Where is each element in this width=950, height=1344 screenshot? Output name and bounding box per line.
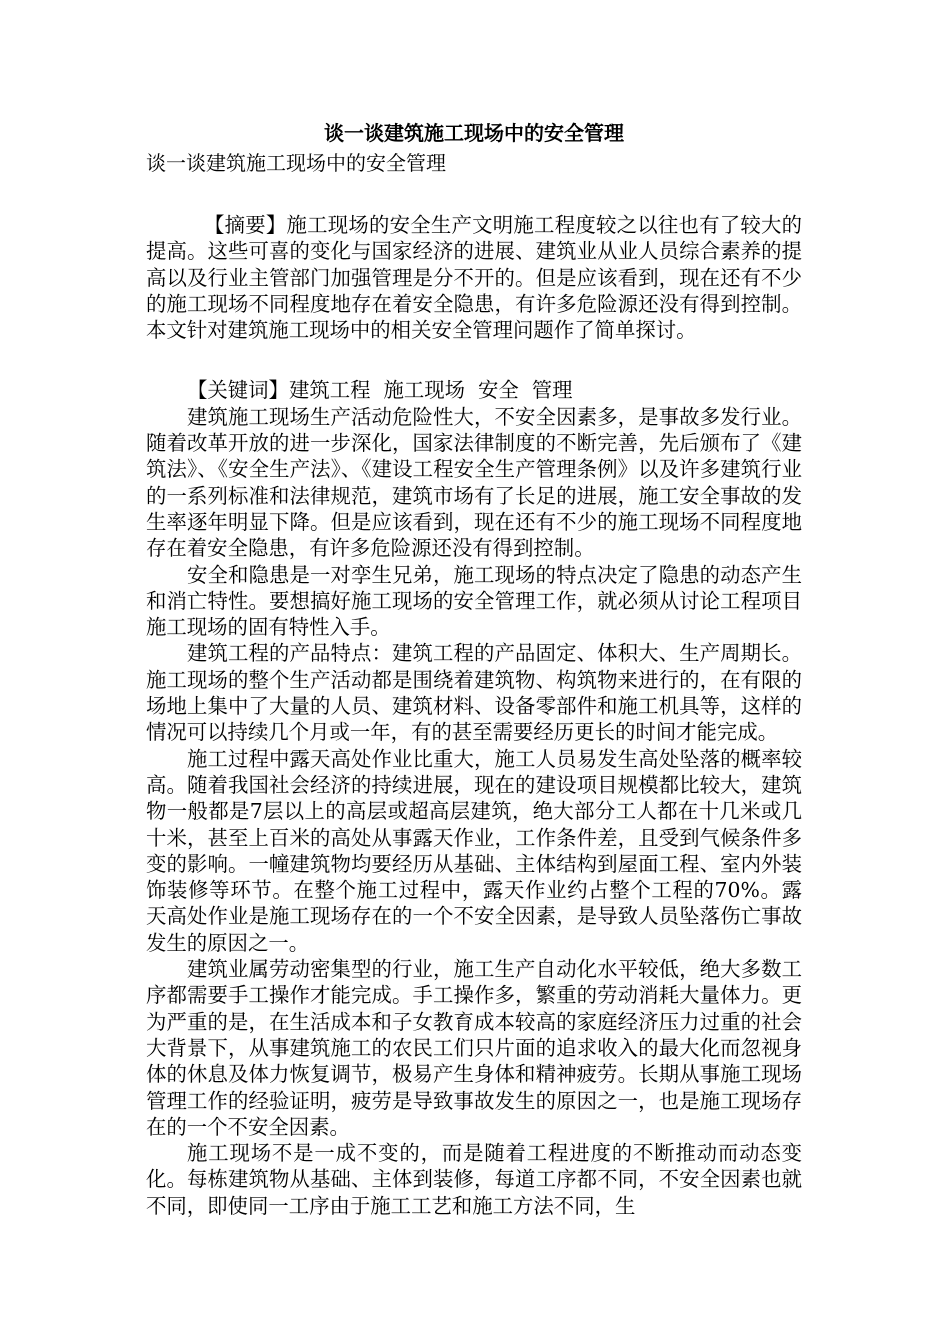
blank-line xyxy=(146,178,802,212)
body-paragraph: 建筑业属劳动密集型的行业，施工生产自动化水平较低，绝大多数工序都需要手工操作才能完成。手工操作多，繁重的劳动消耗大量体力。更为严重的是，在生活成本和子女教育成本较高的家庭经济压力过重的社会大背景下，从事建筑施工的农民工们只片面的追求收入的最大化而忽视身体的休息及体力恢复调节，极易产生身体和精神疲劳。长期从事施工现场管理工作的经验证明，疲劳是导致事故发生的原因之一，也是施工现场存在的一个不安全因素。 xyxy=(146,957,802,1139)
document-body xyxy=(146,118,802,1219)
body-paragraph: 安全和隐患是一对孪生兄弟，施工现场的特点决定了隐患的动态产生和消亡特性。要想搞好施工现场的安全管理工作，就必须从讨论工程项目施工现场的固有特性入手。 xyxy=(146,562,802,640)
body-paragraph: 施工过程中露天高处作业比重大，施工人员易发生高处坠落的概率较高。随着我国社会经济的持续进展，现在的建设项目规模都比较大，建筑物一般都是7层以上的高层或超高层建筑，绝大部分工人都在十几米或几十米，甚至上百米的高处从事露天作业，工作条件差，且受到气候条件多变的影响。一幢建筑物均要经历从基础、主体结构到屋面工程、室内外装饰装修等环节。在整个施工过程中，露天作业约占整个工程的70%。露天高处作业是施工现场存在的一个不安全因素，是导致人员坠落伤亡事故发生的原因之一。 xyxy=(146,746,802,955)
body-paragraph: 建筑施工现场生产活动危险性大，不安全因素多，是事故多发行业。随着改革开放的进一步深化，国家法律制度的不断完善，先后颁布了《建筑法》、《安全生产法》、《建设工程安全生产管理条例》以及许多建筑行业的一系列标准和法律规范，建筑市场有了长足的进展，施工安全事故的发生率逐年明显下降。但是应该看到，现在还有不少的施工现场不同程度地存在着安全隐患，有许多危险源还没有得到控制。 xyxy=(146,404,802,561)
blank-line xyxy=(146,343,802,377)
abstract-paragraph: 【摘要】施工现场的安全生产文明施工程度较之以往也有了较大的提高。这些可喜的变化与国家经济的进展、建筑业从业人员综合素养的提高以及行业主管部门加强管理是分不开的。但是应该看到，现在还有不少的施工现场不同程度地存在着安全隐患，有许多危险源还没有得到控制。本文针对建筑施工现场中的相关安全管理问题作了简单探讨。 xyxy=(146,213,802,343)
document-title: 谈一谈建筑施工现场中的安全管理 xyxy=(324,121,624,145)
body-paragraph: 施工现场不是一成不变的，而是随着工程进度的不断推动而动态变化。每栋建筑物从基础、主体到装修，每道工序都不同，不安全因素也就不同，即使同一工序由于施工工艺和施工方法不同，生 xyxy=(146,1141,802,1218)
body-paragraph: 建筑工程的产品特点：建筑工程的产品固定、体积大、生产周期长。施工现场的整个生产活动都是围绕着建筑物、构筑物来进行的，在有限的场地上集中了大量的人员、建筑材料、设备零部件和施工机具等，这样的情况可以持续几个月或一年，有的甚至需要经历更长的时间才能完成。 xyxy=(146,641,802,745)
document-subtitle: 谈一谈建筑施工现场中的安全管理 xyxy=(146,151,446,175)
keywords-line: 【关键词】建筑工程 施工现场 安全 管理 xyxy=(187,378,573,403)
